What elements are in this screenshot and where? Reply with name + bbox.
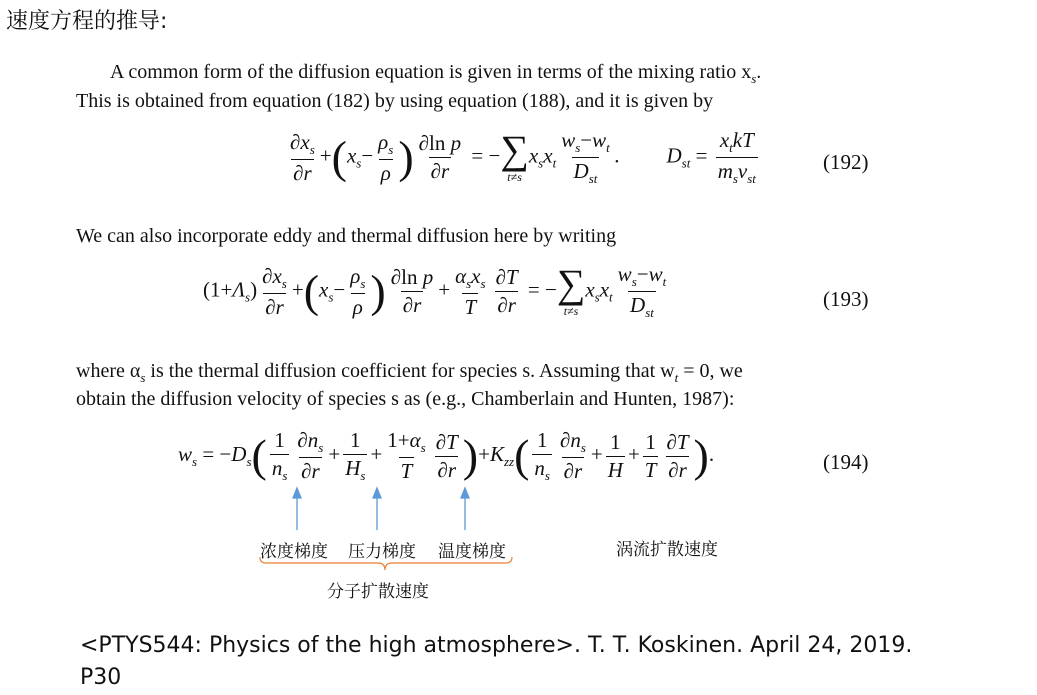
arrowhead-temperature	[461, 488, 469, 498]
equation-194: $w_s = -D_s$( $\frac{1}{n_s}$ $\frac{\partial n_s}{\partial r}$ + $\frac{1}{H_s}$ + $\frac{1+\alpha_s}{T}$ $\frac{\partial T}{\partial r}$ )$+K_{zz}$( $\frac{1}{n_s}$ $\frac{\partial n_s}{\partial r}$ + $\frac{1}{H}$ + $\frac{1}{T}$ $\frac{\partial T}{\partial r}$ ).	[178, 428, 715, 484]
paragraph-thermal-line2: obtain the diffusion velocity of species s as (e.g., Chamberlain and Hunten, 1987):	[76, 388, 735, 410]
equation-194-number: (194)	[823, 450, 869, 474]
citation	[80, 630, 912, 694]
intro-line-1: A common form of the diffusion equation is given in terms of the mixing ratio x	[110, 61, 752, 83]
paragraph-intro-line2: This is obtained from equation (182) by using equation (188), and it is given by	[76, 90, 714, 112]
intro-sub: s	[751, 71, 757, 86]
equation-193-number: (193)	[823, 287, 869, 311]
thermal-line-1a: where α	[76, 360, 141, 382]
equation-192: $\frac{\partial x_s}{\partial r}$ $+(x_s-$ $\frac{\rho_s}{\rho}$ ) $\frac{\text{∂ln p}}{\partial r}$ = − ∑ t≠s $x_sx_t$ $\frac{w_s-w_t}{D_{st}}$ . $D_{st}$ = $\frac{x_tkT}{m_s\nu_{st}}$	[290, 127, 756, 187]
thermal-line-1b: is the thermal diffusion coefficient for species s. Assuming that w	[145, 360, 675, 382]
intro-period: .	[756, 61, 762, 83]
citation-line-1: <PTYS544: Physics of the high atmosphere>. T. T. Koskinen. April 24, 2019.	[80, 633, 913, 658]
label-concentration-gradient: 浓度梯度	[260, 542, 328, 562]
arrowhead-pressure	[373, 488, 381, 498]
equation-193: $(1+\Lambda_s)$ $\frac{\partial x_s}{\partial r}$ $+(x_s-$ $\frac{\rho_s}{\rho}$ ) $\frac{\text{∂ln p}}{\partial r}$ + $\frac{\alpha_sx_s}{T}$ $\frac{\partial T}{\partial r}$ = − ∑ t≠s $x_sx_t$ $\frac{w_s-w_t}{D_{st}}$	[203, 261, 667, 321]
page-heading: 速度方程的推导:	[6, 9, 168, 34]
paragraph-eddy: We can also incorporate eddy and thermal diffusion here by writing	[76, 225, 617, 247]
equation-192-number: (192)	[823, 150, 869, 174]
label-pressure-gradient: 压力梯度	[348, 542, 416, 562]
thermal-line-1c: = 0, we	[678, 360, 743, 382]
thermal-sub-s: s	[140, 370, 146, 385]
thermal-sub-t: t	[674, 370, 679, 385]
label-temperature-gradient: 温度梯度	[438, 542, 506, 562]
label-molecular-diffusion: 分子扩散速度	[327, 582, 429, 602]
citation-line-2: P30	[80, 665, 122, 690]
label-eddy-diffusion: 涡流扩散速度	[616, 540, 718, 560]
arrowhead-concentration	[293, 488, 301, 498]
